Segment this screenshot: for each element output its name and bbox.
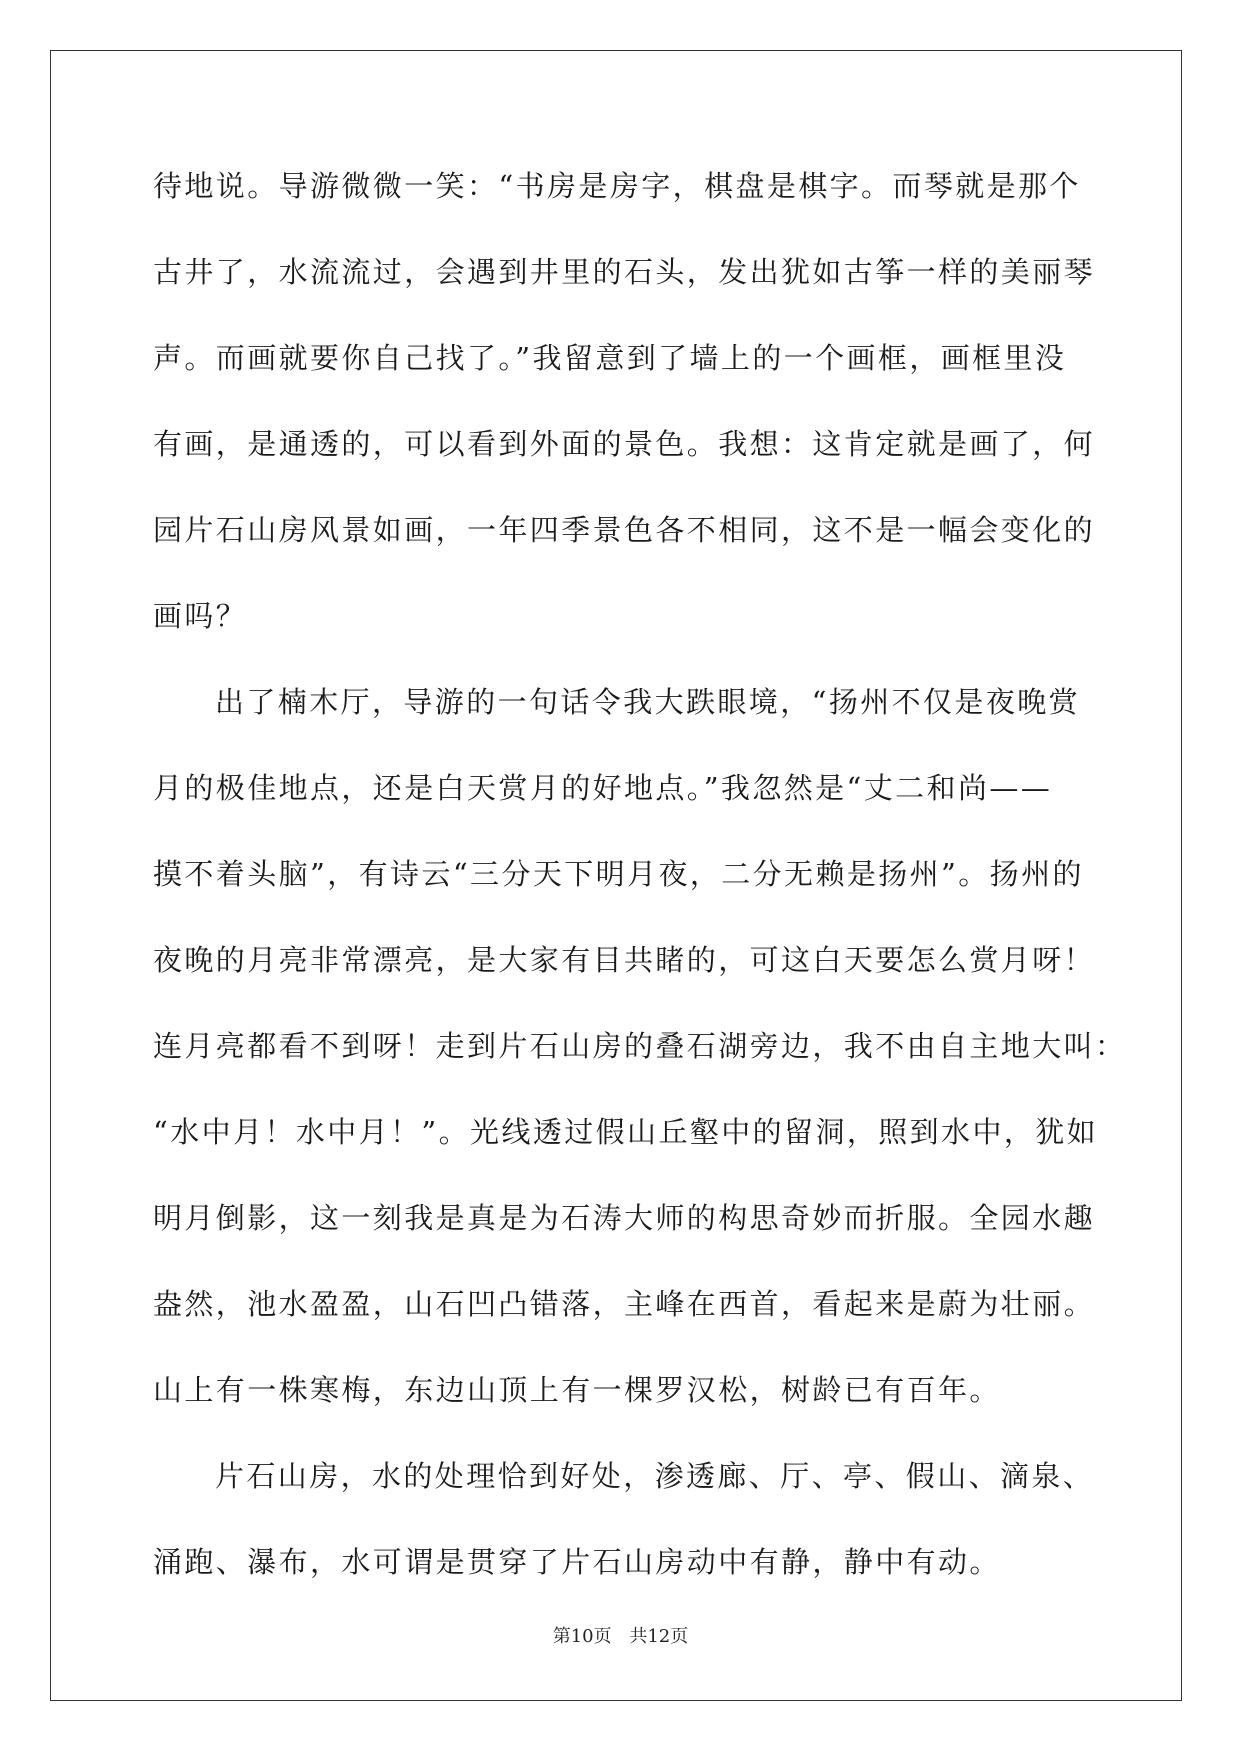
current-page-number: 第10页	[552, 1626, 612, 1647]
text-line: 夜晚的月亮非常漂亮，是大家有目共睹的，可这白天要怎么赏月呀！	[153, 943, 1096, 977]
text-line: 明月倒影，这一刻我是真是为石涛大师的构思奇妙而折服。全园水趣	[153, 1201, 1096, 1235]
text-line: 画吗？	[153, 599, 248, 633]
text-line: 园片石山房风景如画，一年四季景色各不相同，这不是一幅会变化的	[153, 513, 1096, 547]
total-pages: 共12页	[629, 1626, 689, 1647]
text-line: 山上有一株寒梅，东边山顶上有一棵罗汉松，树龄已有百年。	[153, 1373, 1001, 1407]
text-line: 待地说。导游微微一笑：“书房是房字，棋盘是棋字。而琴就是那个	[153, 169, 1081, 203]
paragraph-start-line: 出了楠木厅，导游的一句话令我大跌眼境，“扬州不仅是夜晚赏	[215, 685, 1081, 719]
text-line: “水中月！水中月！”。光线透过假山丘壑中的留洞，照到水中，犹如	[153, 1115, 1099, 1149]
text-line: 连月亮都看不到呀！走到片石山房的叠石湖旁边，我不由自主地大叫：	[153, 1029, 1127, 1063]
text-line: 古井了，水流流过，会遇到井里的石头，发出犹如古筝一样的美丽琴	[153, 255, 1096, 289]
text-line: 盎然，池水盈盈，山石凹凸错落，主峰在西首，看起来是蔚为壮丽。	[153, 1287, 1096, 1321]
paragraph-start-line: 片石山房，水的处理恰到好处，渗透廊、厅、亭、假山、滴泉、	[215, 1459, 1095, 1493]
text-line: 声。而画就要你自己找了。”我留意到了墙上的一个画框，画框里没	[153, 341, 1067, 375]
text-line: 有画，是通透的，可以看到外面的景色。我想：这肯定就是画了，何	[153, 427, 1096, 461]
text-line: 月的极佳地点，还是白天赏月的好地点。”我忽然是“丈二和尚——	[153, 771, 1053, 805]
text-line: 涌跑、瀑布，水可谓是贯穿了片石山房动中有静，静中有动。	[153, 1545, 1001, 1579]
page-footer	[0, 1622, 1241, 1648]
text-line: 摸不着头脑”，有诗云“三分天下明月夜，二分无赖是扬州”。扬州的	[153, 857, 1084, 891]
document-body	[153, 158, 1127, 1620]
